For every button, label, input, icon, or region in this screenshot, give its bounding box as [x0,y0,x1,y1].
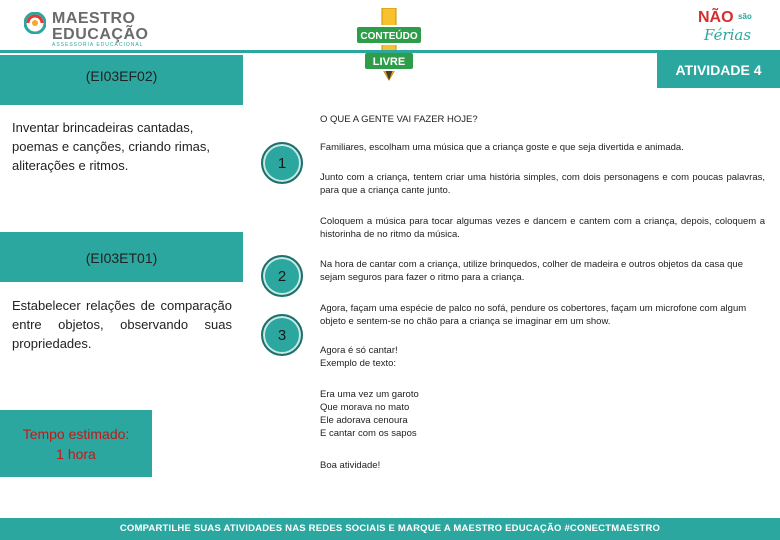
example-poem [320,388,620,440]
maestro-logo-mark-icon [24,12,46,34]
estimated-time [0,424,152,464]
badge-bottom-text: LIVRE [372,56,406,68]
poem-line-1: Era uma vez um garoto [320,389,419,400]
objective-code-2: (EI03ET01) [85,250,158,266]
step-2-number: 2 [277,268,287,285]
step-3-paragraph: Agora, façam uma espécie de palco no sofá, pendure os cobertores, façam um microfone com algum objeto e sentem-se no chão para a criança se imaginar em um show. [320,303,747,327]
footer-message [0,523,780,534]
step-3-number: 3 [277,327,287,344]
logo-text-maestro: MAESTRO [52,10,136,27]
step-1-paragraph-3: Coloquem a música para tocar algumas vezes e dancem e cantem com a criança, depois, coloquem a historinha de no ritmo da música. [320,216,765,240]
activity-tag: ATIVIDADE 4 [675,62,762,78]
closing-text: Boa atividade! [320,460,381,471]
step-2-paragraph: Na hora de cantar com a criança, utilize brinquedos, colher de madeira e outros objetos da casa que sejam seguros para fazer o ritmo para a criança. [320,259,743,283]
poem-line-4: E cantar com os sapos [320,428,417,439]
step-1-number: 1 [277,155,287,172]
singing-intro [320,344,620,370]
pencil-badge-icon [352,8,426,82]
footer-hashtag: #CONECTMAESTRO [564,523,661,534]
poem-line-3: Ele adorava cenoura [320,415,408,426]
conteudo-livre-badge [352,8,426,82]
singing-line-2: Exemplo de texto: [320,358,397,369]
nao-sao-ferias-logo [690,6,760,46]
right-logo-top: NÃO [698,9,734,26]
estimated-time-label: Tempo estimado: [22,426,130,442]
right-logo-small: são [738,12,752,21]
nao-sao-ferias-logo-icon [690,6,760,46]
step-1-paragraph-1: Familiares, escolham uma música que a criança goste e que seja divertida e animada. [320,142,684,153]
right-logo-bottom: Férias [704,26,752,44]
logo-text-educacao: EDUCAÇÃO [52,26,149,43]
maestro-logo [24,8,154,48]
activity-heading: O QUE A GENTE VAI FAZER HOJE? [320,114,478,125]
badge-top-text: CONTEÚDO [360,31,418,42]
footer-text: COMPARTILHE SUAS ATIVIDADES NAS REDES SOCIAIS E MARQUE A MAESTRO EDUCAÇÃO [119,523,562,534]
objective-code-1: (EI03EF02) [85,68,158,84]
poem-line-2: Que morava no mato [320,402,410,413]
singing-line-1: Agora é só cantar! [320,345,398,356]
step-1-paragraph-2: Junto com a criança, tentem criar uma história simples, com dois personagens e com poucas palavras, para que a criança cante junto. [320,172,765,196]
logo-subtitle: ASSESSORIA EDUCACIONAL [52,42,144,48]
objective-description-2: Estabelecer relações de comparação entre objetos, observando suas propriedades. [12,298,232,351]
objective-description-1: Inventar brincadeiras cantadas, poemas e canções, criando rimas, aliterações e ritmos. [12,120,210,173]
estimated-time-value: 1 hora [56,446,96,462]
